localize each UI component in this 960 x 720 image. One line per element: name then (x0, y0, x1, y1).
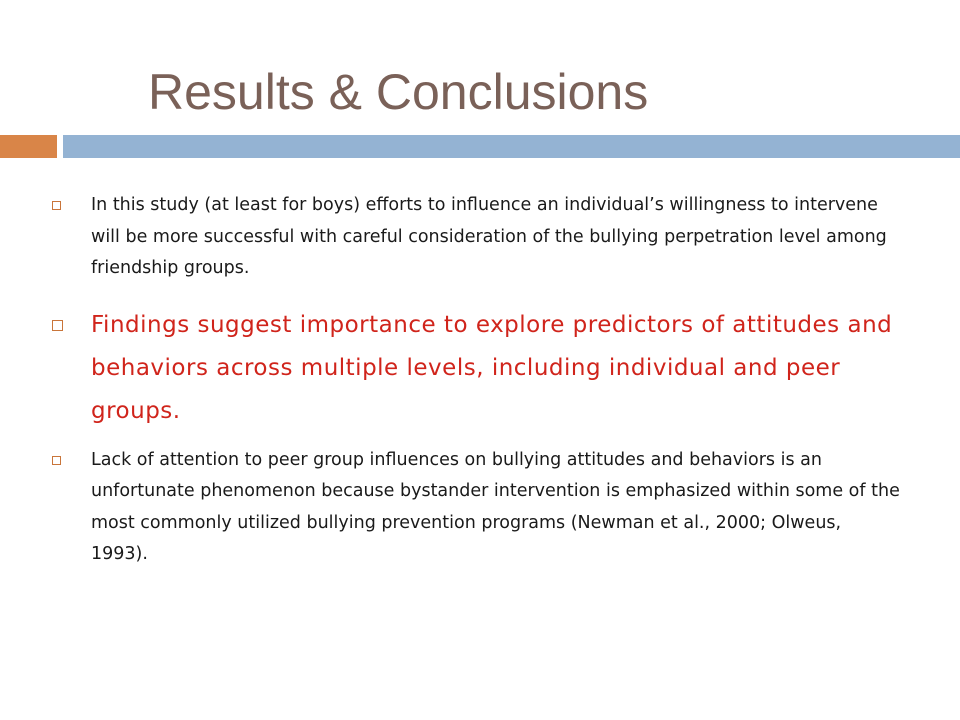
square-bullet-icon (52, 320, 63, 331)
accent-bar-orange (0, 135, 57, 158)
square-bullet-icon (52, 456, 61, 465)
bullet-item-peer-influences (52, 445, 902, 571)
slide-title: Results & Conclusions (148, 64, 649, 120)
bullet-text: In this study (at least for boys) efforts to influence an individual’s willingness to intervene will be more successful with careful consideration of the bullying perpetration level among friendship groups. (91, 195, 887, 278)
bullet-item-study-scope (52, 190, 902, 285)
bullet-text-highlight: Findings suggest importance to explore predictors of attitudes and behaviors across multiple levels, including individual and peer groups. (91, 311, 893, 424)
bullet-text: Lack of attention to peer group influences on bullying attitudes and behaviors is an unfortunate phenomenon because bystander intervention is emphasized within some of the most commonly utilized bullying prevention programs (Newman et al., 2000; Olweus, 1993). (91, 449, 900, 564)
accent-bar-blue (63, 135, 960, 158)
square-bullet-icon (52, 201, 61, 210)
bullet-item-findings (52, 304, 902, 433)
bullet-list (52, 190, 902, 590)
